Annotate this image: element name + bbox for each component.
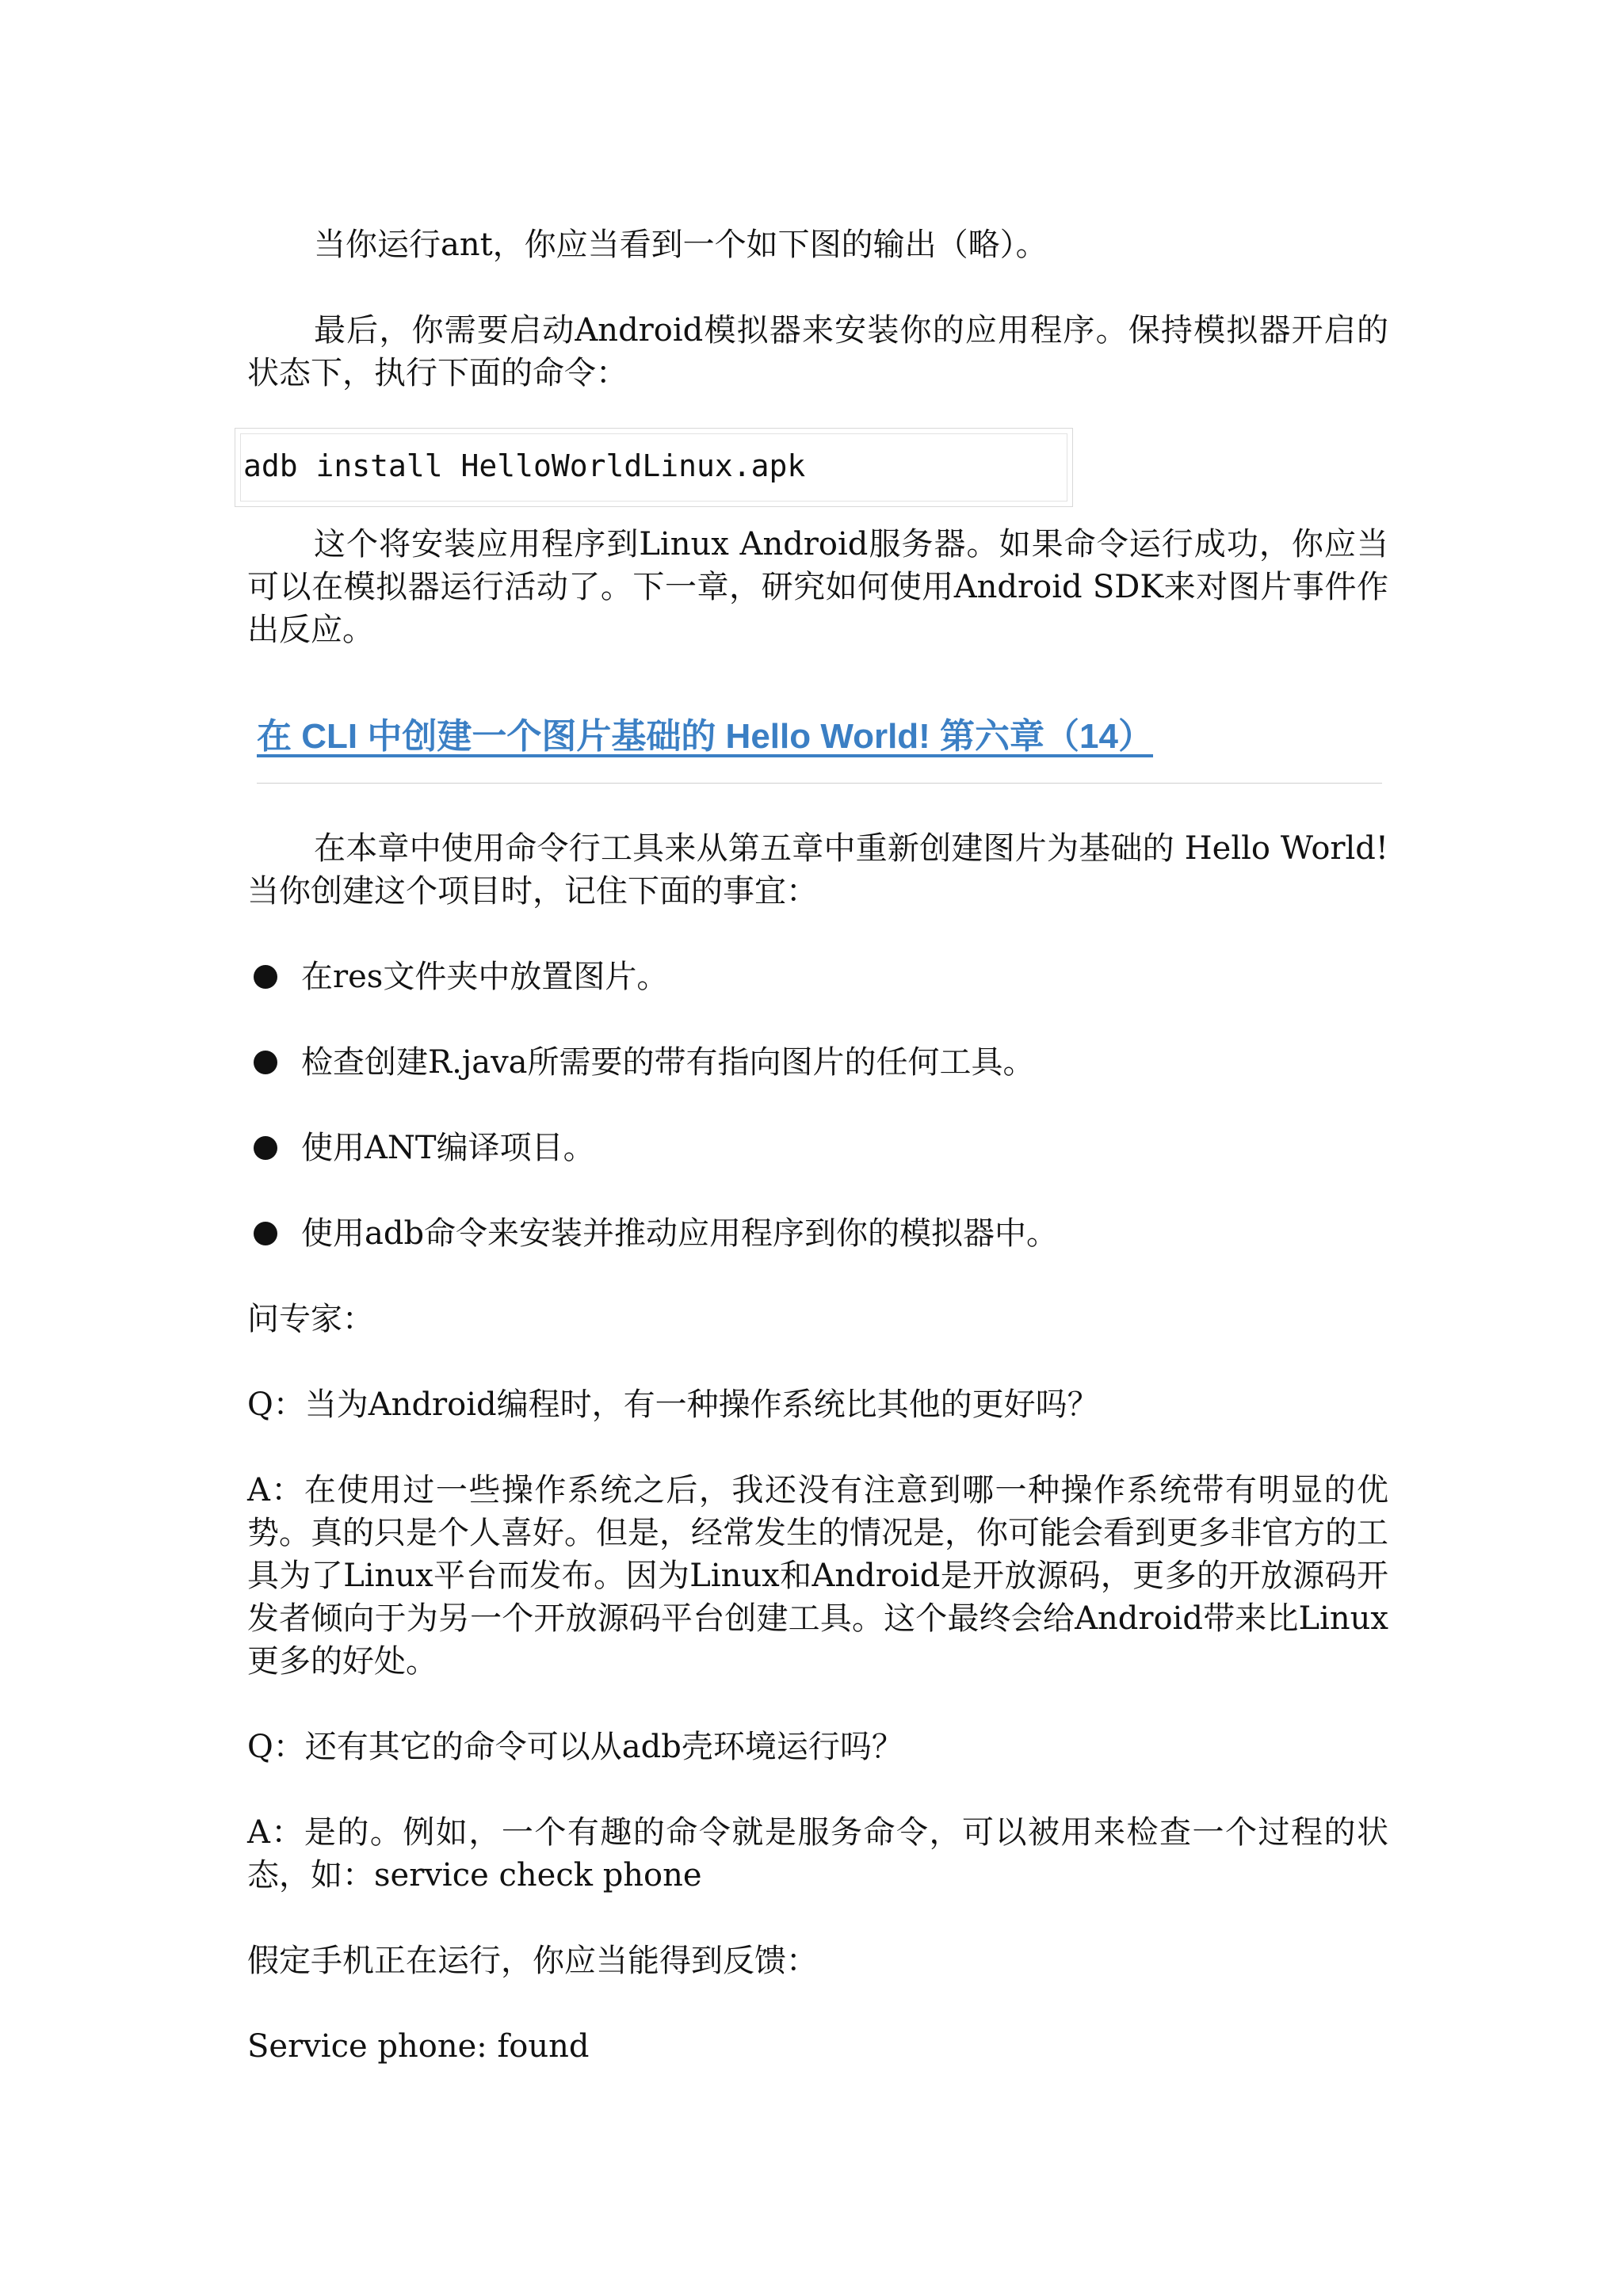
question-2: Q：还有其它的命令可以从adb壳环境运行吗？ xyxy=(247,1729,903,1765)
bullet-icon xyxy=(254,1051,277,1074)
ask-expert-label: 问专家： xyxy=(247,1301,374,1337)
list-item-text: 在res文件夹中放置图片。 xyxy=(301,959,669,995)
list-item xyxy=(247,1212,1388,1255)
code-block xyxy=(235,428,1073,507)
question-1: Q：当为Android编程时，有一种操作系统比其他的更好吗？ xyxy=(247,1386,1099,1423)
paragraph-ant-output: 当你运行ant，你应当看到一个如下图的输出（略）。 xyxy=(314,227,1048,263)
list-item xyxy=(247,1127,1388,1169)
list-item xyxy=(247,1041,1388,1084)
paragraph-install-result: 这个将安装应用程序到Linux Android服务器。如果命令运行成功，你应当可以在模拟器运行活动了。下一章，研究如何使用Android SDK来对图片事件作出反应。 xyxy=(247,526,1388,648)
bullet-icon xyxy=(254,1136,277,1160)
code-command: adb install HelloWorldLinux.apk xyxy=(243,448,806,483)
answer-2: A：是的。例如，一个有趣的命令就是服务命令，可以被用来检查一个过程的状态，如：service check phone xyxy=(247,1814,1388,1894)
section-heading-link[interactable]: 在 CLI 中创建一个图片基础的 Hello World! 第六章（14） xyxy=(257,717,1154,756)
answer-1: A：在使用过一些操作系统之后，我还没有注意到哪一种操作系统带有明显的优势。真的只是个人喜好。但是，经常发生的情况是，你可能会看到更多非官方的工具为了Linux平台而发布。因为Linux和Android是开放源码，更多的开放源码开发者倾向于为另一个开放源码平台创建工具。这个最终会给Android带来比Linux更多的好处。 xyxy=(247,1472,1388,1680)
bullet-icon xyxy=(254,1222,277,1245)
paragraph-start-emulator: 最后，你需要启动Android模拟器来安装你的应用程序。保持模拟器开启的状态下，执行下面的命令： xyxy=(247,312,1388,391)
list-item-text: 使用adb命令来安装并推动应用程序到你的模拟器中。 xyxy=(301,1215,1059,1252)
list-item-text: 检查创建R.java所需要的带有指向图片的任何工具。 xyxy=(301,1044,1035,1081)
paragraph-chapter-intro: 在本章中使用命令行工具来从第五章中重新创建图片为基础的 Hello World! 当你创建这个项目时，记住下面的事宜： xyxy=(247,830,1388,910)
list-item-text: 使用ANT编译项目。 xyxy=(301,1130,595,1166)
bullet-icon xyxy=(254,965,277,989)
service-output: Service phone: found xyxy=(247,2028,590,2065)
list-item xyxy=(247,955,1388,998)
heading-divider xyxy=(257,783,1382,784)
paragraph-feedback: 假定手机正在运行，你应当能得到反馈： xyxy=(247,1943,818,1979)
